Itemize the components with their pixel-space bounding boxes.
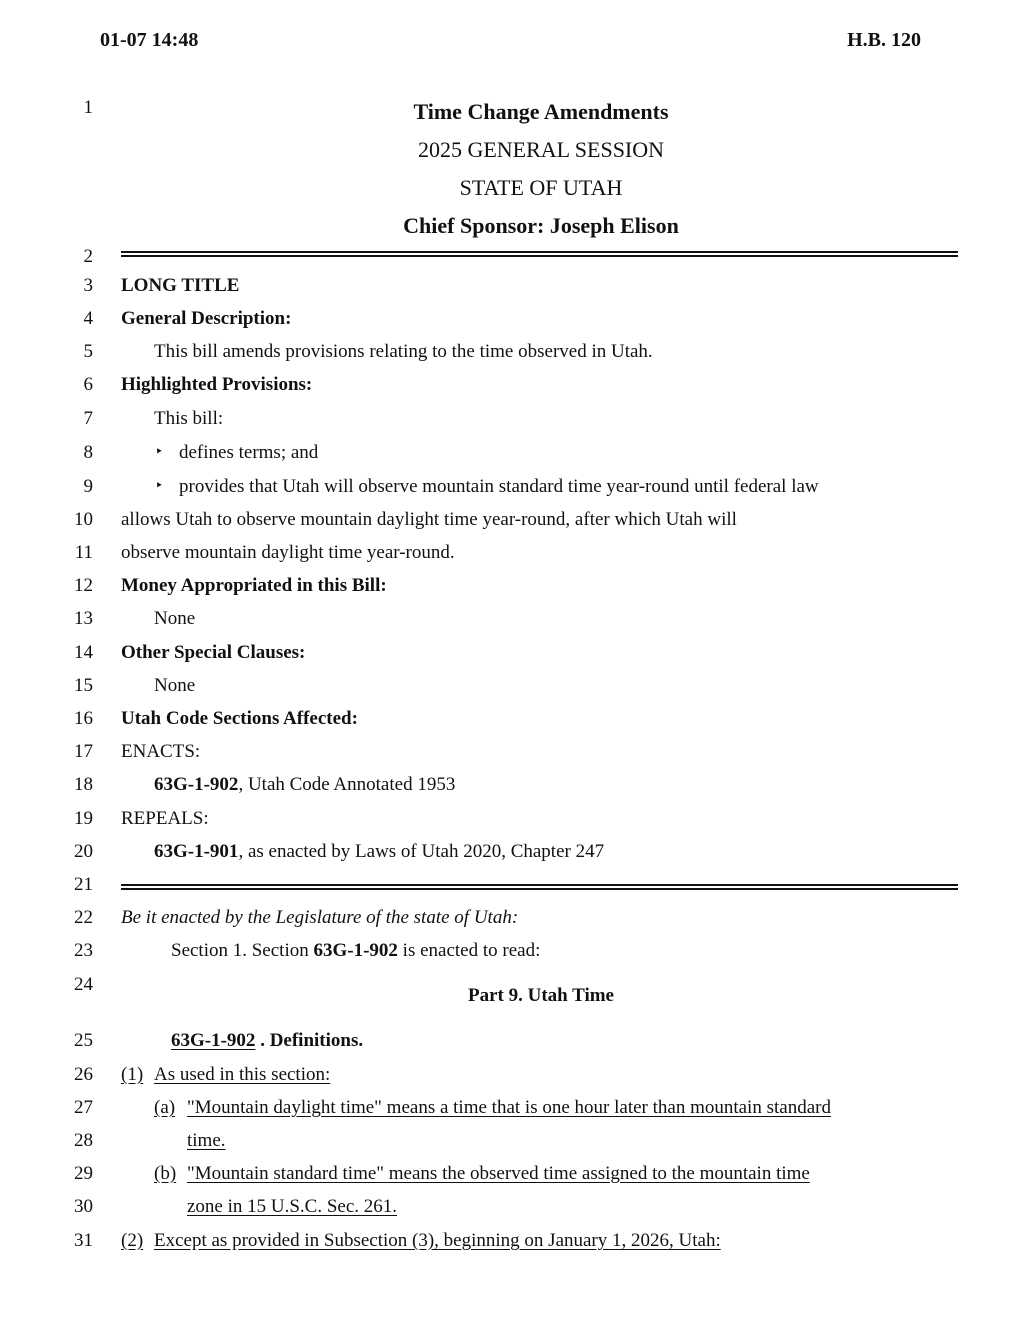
definitions-code: 63G-1-902 [171, 1030, 256, 1051]
enacting-clause: Be it enacted by the Legislature of the state of Utah: [121, 907, 519, 928]
enacts-citation: , Utah Code Annotated 1953 [238, 774, 456, 795]
provision-continuation: allows Utah to observe mountain daylight time year-round, after which Utah will [121, 509, 737, 530]
definitions-heading [171, 1030, 363, 1052]
provision-continuation: observe mountain daylight time year-round. [121, 542, 455, 563]
section-intro-suffix: is enacted to read: [397, 940, 541, 961]
line-number: 23 [74, 940, 93, 961]
repeals-entry [154, 841, 604, 863]
subsection-text: zone in 15 U.S.C. Sec. 261. [187, 1196, 398, 1217]
line-number: 30 [74, 1196, 93, 1217]
line-number: 18 [74, 774, 93, 795]
subsection-text: As used in this section: [154, 1064, 331, 1085]
line-number: 25 [74, 1030, 93, 1051]
line-number: 15 [74, 675, 93, 696]
line-number: 22 [74, 907, 93, 928]
line-number: 7 [83, 408, 93, 429]
line-number: 29 [74, 1163, 93, 1184]
subsection-number: (b) [154, 1163, 177, 1184]
this-bill-text: This bill: [154, 408, 224, 429]
special-clauses-text: None [154, 675, 196, 696]
subsection-number: (2) [121, 1230, 144, 1251]
line-number: 2 [83, 246, 93, 267]
part-heading: Part 9. Utah Time [467, 985, 614, 1006]
header-date: 01-07 14:48 [100, 29, 199, 51]
money-appropriated-text: None [154, 608, 196, 629]
subsection-number: (a) [154, 1097, 176, 1118]
section-intro [171, 940, 540, 962]
general-description-text: This bill amends provisions relating to the time observed in Utah. [154, 341, 653, 362]
chief-sponsor: Chief Sponsor: Joseph Elison [403, 213, 679, 238]
line-number: 11 [74, 542, 93, 563]
bill-title: Time Change Amendments [413, 99, 669, 124]
line-number: 19 [74, 808, 93, 829]
repeals-code: 63G-1-901 [154, 841, 239, 862]
subsection-text: "Mountain daylight time" means a time that is one hour later than mountain standard [187, 1097, 831, 1118]
title-divider [121, 251, 958, 257]
enacts-entry [154, 774, 455, 796]
subsection-text: "Mountain standard time" means the observed time assigned to the mountain time [187, 1163, 810, 1184]
highlighted-provisions-label: Highlighted Provisions: [121, 374, 313, 395]
enacts-code: 63G-1-902 [154, 774, 239, 795]
repeals-label: REPEALS: [121, 808, 209, 829]
provision-item: provides that Utah will observe mountain standard time year-round until federal law [179, 476, 819, 497]
state-label: STATE OF UTAH [459, 175, 623, 200]
header-bill-number: H.B. 120 [847, 29, 921, 51]
line-number: 14 [74, 642, 93, 663]
line-number: 20 [74, 841, 93, 862]
money-appropriated-label: Money Appropriated in this Bill: [121, 575, 387, 596]
bullet-icon: ‣ [155, 479, 164, 494]
line-number: 28 [74, 1130, 93, 1151]
line-number: 10 [74, 509, 93, 530]
session-label: 2025 GENERAL SESSION [417, 137, 665, 162]
long-title-divider [121, 884, 958, 890]
line-number: 24 [74, 974, 93, 995]
line-number: 8 [83, 442, 93, 463]
long-title-heading: LONG TITLE [121, 275, 240, 296]
provision-item: defines terms; and [179, 442, 319, 463]
line-number: 17 [74, 741, 93, 762]
line-number: 27 [74, 1097, 93, 1118]
subsection-text: time. [187, 1130, 226, 1151]
section-intro-prefix: Section 1. Section [171, 940, 314, 961]
line-number: 12 [74, 575, 93, 596]
subsection-text: Except as provided in Subsection (3), beginning on January 1, 2026, Utah: [154, 1230, 721, 1251]
line-number: 4 [83, 308, 93, 329]
definitions-title: . Definitions. [255, 1030, 364, 1051]
general-description-label: General Description: [121, 308, 292, 329]
repeals-citation: , as enacted by Laws of Utah 2020, Chapter 247 [238, 841, 605, 862]
line-number: 31 [74, 1230, 93, 1251]
line-number: 1 [83, 97, 93, 118]
section-code: 63G-1-902 [313, 940, 398, 961]
subsection-number: (1) [121, 1064, 144, 1085]
line-number: 3 [83, 275, 93, 296]
line-number: 21 [74, 874, 93, 895]
special-clauses-label: Other Special Clauses: [121, 642, 306, 663]
enacts-label: ENACTS: [121, 741, 201, 762]
line-number: 16 [74, 708, 93, 729]
code-sections-affected-label: Utah Code Sections Affected: [121, 708, 358, 729]
line-number: 6 [83, 374, 93, 395]
bullet-icon: ‣ [155, 445, 164, 460]
line-number: 5 [83, 341, 93, 362]
line-number: 26 [74, 1064, 93, 1085]
line-number: 9 [83, 476, 93, 497]
line-number: 13 [74, 608, 93, 629]
